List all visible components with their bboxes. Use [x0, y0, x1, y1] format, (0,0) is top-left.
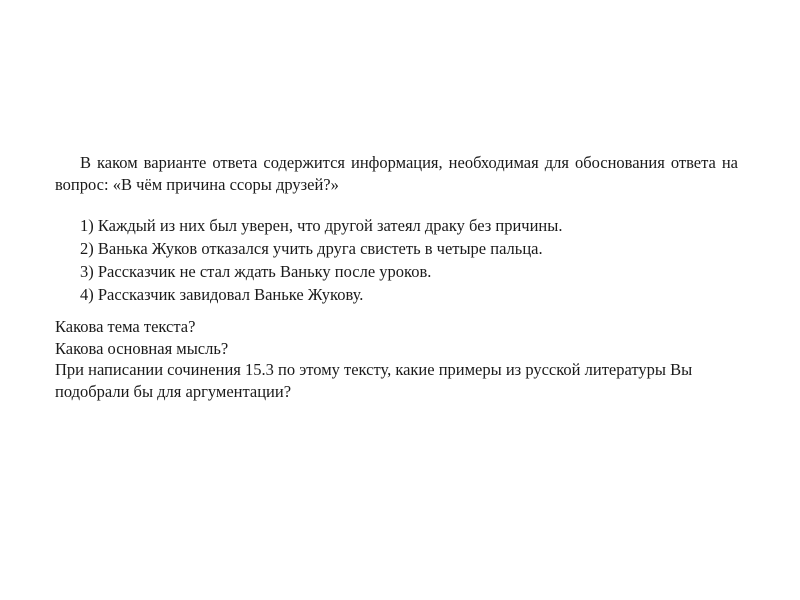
answer-options	[80, 214, 562, 306]
question-block	[55, 152, 738, 196]
answer-option-4: 4) Рассказчик завидовал Ваньке Жукову.	[80, 285, 364, 304]
follow-up-questions	[55, 316, 745, 402]
answer-option-3: 3) Рассказчик не стал ждать Ваньку после уроков.	[80, 262, 432, 281]
theme-question: Какова тема текста?	[55, 317, 196, 336]
answer-option-2: 2) Ванька Жуков отказался учить друга свистеть в четыре пальца.	[80, 239, 543, 258]
essay-question: При написании сочинения 15.3 по этому тексту, какие примеры из русской литературы Вы подобрали бы для аргументации?	[55, 360, 693, 401]
main-idea-question: Какова основная мысль?	[55, 338, 229, 358]
answer-option-1: 1) Каждый из них был уверен, что другой затеял драку без причины.	[80, 216, 563, 235]
question-text: В каком варианте ответа содержится информация, необходимая для обоснования ответа на вопрос: «В чём причина ссоры друзей?»	[55, 153, 738, 194]
